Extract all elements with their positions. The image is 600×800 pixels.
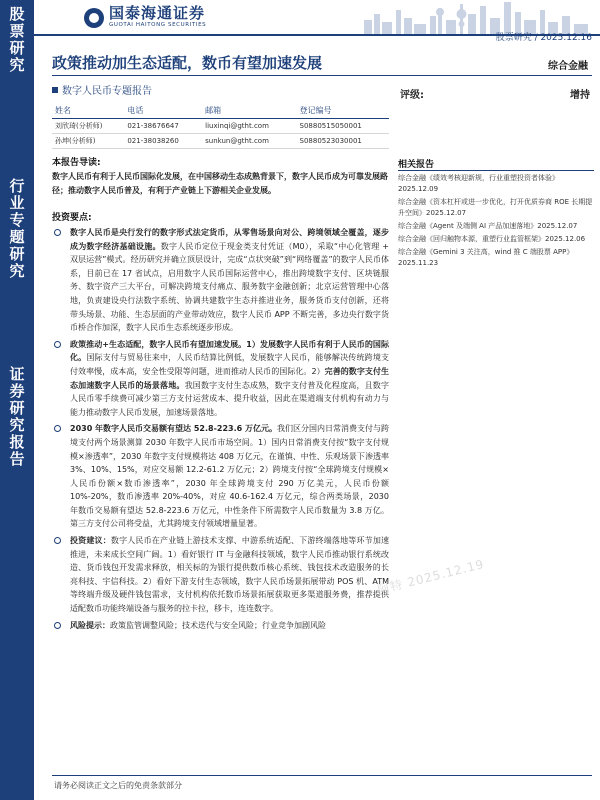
point-lead: 政策推动+生态适配，数字人民币有望加速发展。1）发展数字人民币有利于人民币的国际化。 [70, 339, 389, 363]
intro-text: 数字人民币有利于人民币国际化发展，在中国移动生态成熟背景下，数字人民币成为可靠发展路径；推动数字人民币普及，有利于产业链上下游相关企业发展。 [52, 172, 388, 195]
square-bullet-icon [52, 87, 58, 93]
point-lead: 投资建议： [70, 536, 111, 546]
company-logo [84, 6, 206, 29]
point-text: 数字人民币在产业链上游技术支撑、中游系统适配、下游终端落地等环节加速推进，未来成长空间广阔。1）看好银行 IT 与金融科技领域，数字人民币推动银行系统改造、货币钱包开发需求释放，相关标的为银行提供数币核心系统、钱包技术改造服务的长亮科技、宇信科技。2）看好下游支付生态领域，数字人民币场景拓展带动 POS 机、ATM 等终端升级及硬件钱包需求，支付机构依托数币场景拓展获取更多渠道服务费，推荐提供适配数币功能终端设备与服务的拉卡拉，移卡，连连数字。 [70, 536, 389, 614]
point-text: 政策监管调整风险；技术迭代与安全风险；行业竞争加剧风险 [110, 620, 326, 630]
analyst-phone: 021-38676647 [124, 119, 202, 134]
analyst-email[interactable]: liuxinqi@gtht.com [202, 119, 296, 134]
subtitle-text: 数字人民币专题报告 [62, 86, 152, 97]
bullet-circle-icon [54, 622, 61, 629]
industry-label: 综合金融 [548, 61, 588, 72]
related-report-link[interactable]: 综合金融《绩效考核迎新规，行业重塑投资者体验》2025.12.09 [398, 174, 559, 193]
point-lead: 2030 年数字人民币交易额有望达 52.8-223.6 万亿元。 [70, 424, 277, 434]
list-item [52, 619, 389, 633]
table-row [52, 119, 389, 134]
rating-label: 评级: [400, 90, 424, 101]
list-item [52, 226, 389, 335]
related-report-link[interactable]: 综合金融《回归触物本源，重塑行业监管框架》2025.12.06 [398, 235, 586, 243]
analyst-header-email: 邮箱 [202, 103, 296, 119]
table-row [52, 134, 389, 149]
point-text-2: 我国数字支付生态成熟，数字支付普及化程度高，且数字人民币零手续费可减少第三方支付运营成本、提升收益，因此在渠道端支付机构有动力与能力推动数字人民币发展，加速场景落地。 [70, 380, 389, 417]
rating-block [400, 86, 590, 101]
report-type-date: 股票研究 / 2025.12.16 [495, 33, 592, 43]
related-reports-heading: 相关报告 [398, 160, 435, 170]
bullet-circle-icon [54, 341, 61, 348]
logo-english-name: GUOTAI HAITONG SECURITIES [109, 22, 207, 28]
analyst-phone: 021-38038260 [124, 134, 202, 149]
related-report-link[interactable]: 综合金融《Agent 及端侧 AI 产品加速落地》2025.12.07 [398, 222, 578, 230]
analyst-header-reg: 登记编号 [297, 103, 389, 119]
analyst-header-phone: 电话 [124, 103, 202, 119]
analyst-header-name: 姓名 [52, 103, 124, 119]
analyst-reg-no: S0880523030001 [297, 134, 389, 149]
footer-divider [52, 775, 592, 776]
sidebar-label-industry-research: 行 业 专 题 研 究 [9, 177, 25, 280]
key-points-list [52, 226, 389, 632]
list-item [52, 338, 389, 420]
point-lead: 风险提示： [70, 620, 110, 630]
sidebar-label-stock-research: 股 票 研 究 [9, 5, 25, 74]
list-item [52, 422, 389, 531]
bullet-circle-icon [54, 229, 61, 236]
analyst-table [52, 103, 389, 149]
rating-value: 增持 [570, 90, 590, 101]
bullet-circle-icon [54, 425, 61, 432]
related-reports-list [398, 173, 598, 271]
point-text: 国际支付与贸易往来中，人民币结算比例低，发展数字人民币，能够解决传统跨境支付效率慢，成本高，安全性受限等问题，进而推动人民币的国际化。2） [70, 353, 390, 376]
logo-chinese-name: 国泰海通证券 [109, 4, 206, 22]
analyst-name: 孙坤(分析师) [52, 134, 124, 149]
point-text: 数字人民币定位于现金类支付凭证（M0），采取“中心化管理 + 双层运营”模式。经历研究并确立顶层设计，完成“点状突破”到“网络覆盖”的数字人民币体系，目前已在 17 省试点，启用数字人民币国际运营中心，推出跨境数字支付、区块链服务、数字资产三大平台，可解决跨境支付痛点、服务数字金融创新；北京运营管理中心落地，负责建设央行法数字系统、协调共建数字生态并推进业务，服务货币支付创新，还将带头场景、功能、生态层面的产业带动效应，数字人民币 APP 不断完善，多边央行数字货币桥合作加深，数字人民币生态系统逐步形成。 [70, 241, 389, 333]
report-title: 政策推动加生态适配，数币有望加速发展 [52, 54, 323, 72]
title-divider [52, 75, 592, 76]
intro-heading: 本报告导读: [52, 158, 101, 168]
left-sidebar [0, 0, 34, 800]
watermark: 阿特 2025.12.19 [376, 556, 486, 598]
analyst-reg-no: S0880515050001 [297, 119, 389, 134]
footer-disclaimer: 请务必阅读正文之后的免责条款部分 [54, 781, 182, 790]
point-text: 我们区分国内日常消费支付与跨境支付两个场景测算 2030 年数字人民币市场空间。1）国内日常消费支付按“数字支付规模×渗透率”，2030 年数字支付规模将达 408 万亿元，在谨慎、中性、乐观场景下渗透率 3%、10%、15%，对应交易额 12.2-61.2 万亿元；2）跨境支付按“全球跨境支付规模×人民币份额×数币渗透率”，2030 年全球跨境支付 290 万亿美元，人民币份额 10%-20%，数币渗透率 20%-40%，对应 40.6-162.4 万亿元，综合两类场景，2030 年数币交易额有望达 52.8-223.6 万亿元，中性条件下所需数字人民币数量为 3.8 万亿。第三方支付公司将受益，尤其跨境支付领域增量显著。 [70, 424, 390, 529]
analyst-name: 刘欣琦(分析师) [52, 119, 124, 134]
point-lead: 数字人民币是央行发行的数字形式法定货币，从零售场景向对公、跨境领域全覆盖，逐步成为数字经济基础设施。 [70, 228, 389, 251]
report-subtitle [52, 82, 152, 97]
bullet-circle-icon [54, 537, 61, 544]
list-item [52, 534, 389, 616]
sidebar-label-securities-report: 证 券 研 究 报 告 [9, 365, 25, 468]
logo-icon [84, 8, 104, 28]
analyst-email[interactable]: sunkun@gtht.com [202, 134, 296, 149]
key-points-heading: 投资要点: [52, 213, 92, 223]
related-divider [398, 170, 594, 171]
related-report-link[interactable]: 综合金融《资本杠杆或进一步优化，打开优质券商 ROE 长期提升空间》2025.12.07 [398, 198, 593, 217]
related-report-link[interactable]: 综合金融《Gemini 3 关注高，wind 推 C 端股票 APP》2025.11.23 [398, 248, 574, 267]
point-lead-2: 完善的数字支付生态加速数字人民币的场景落地。 [70, 366, 389, 390]
